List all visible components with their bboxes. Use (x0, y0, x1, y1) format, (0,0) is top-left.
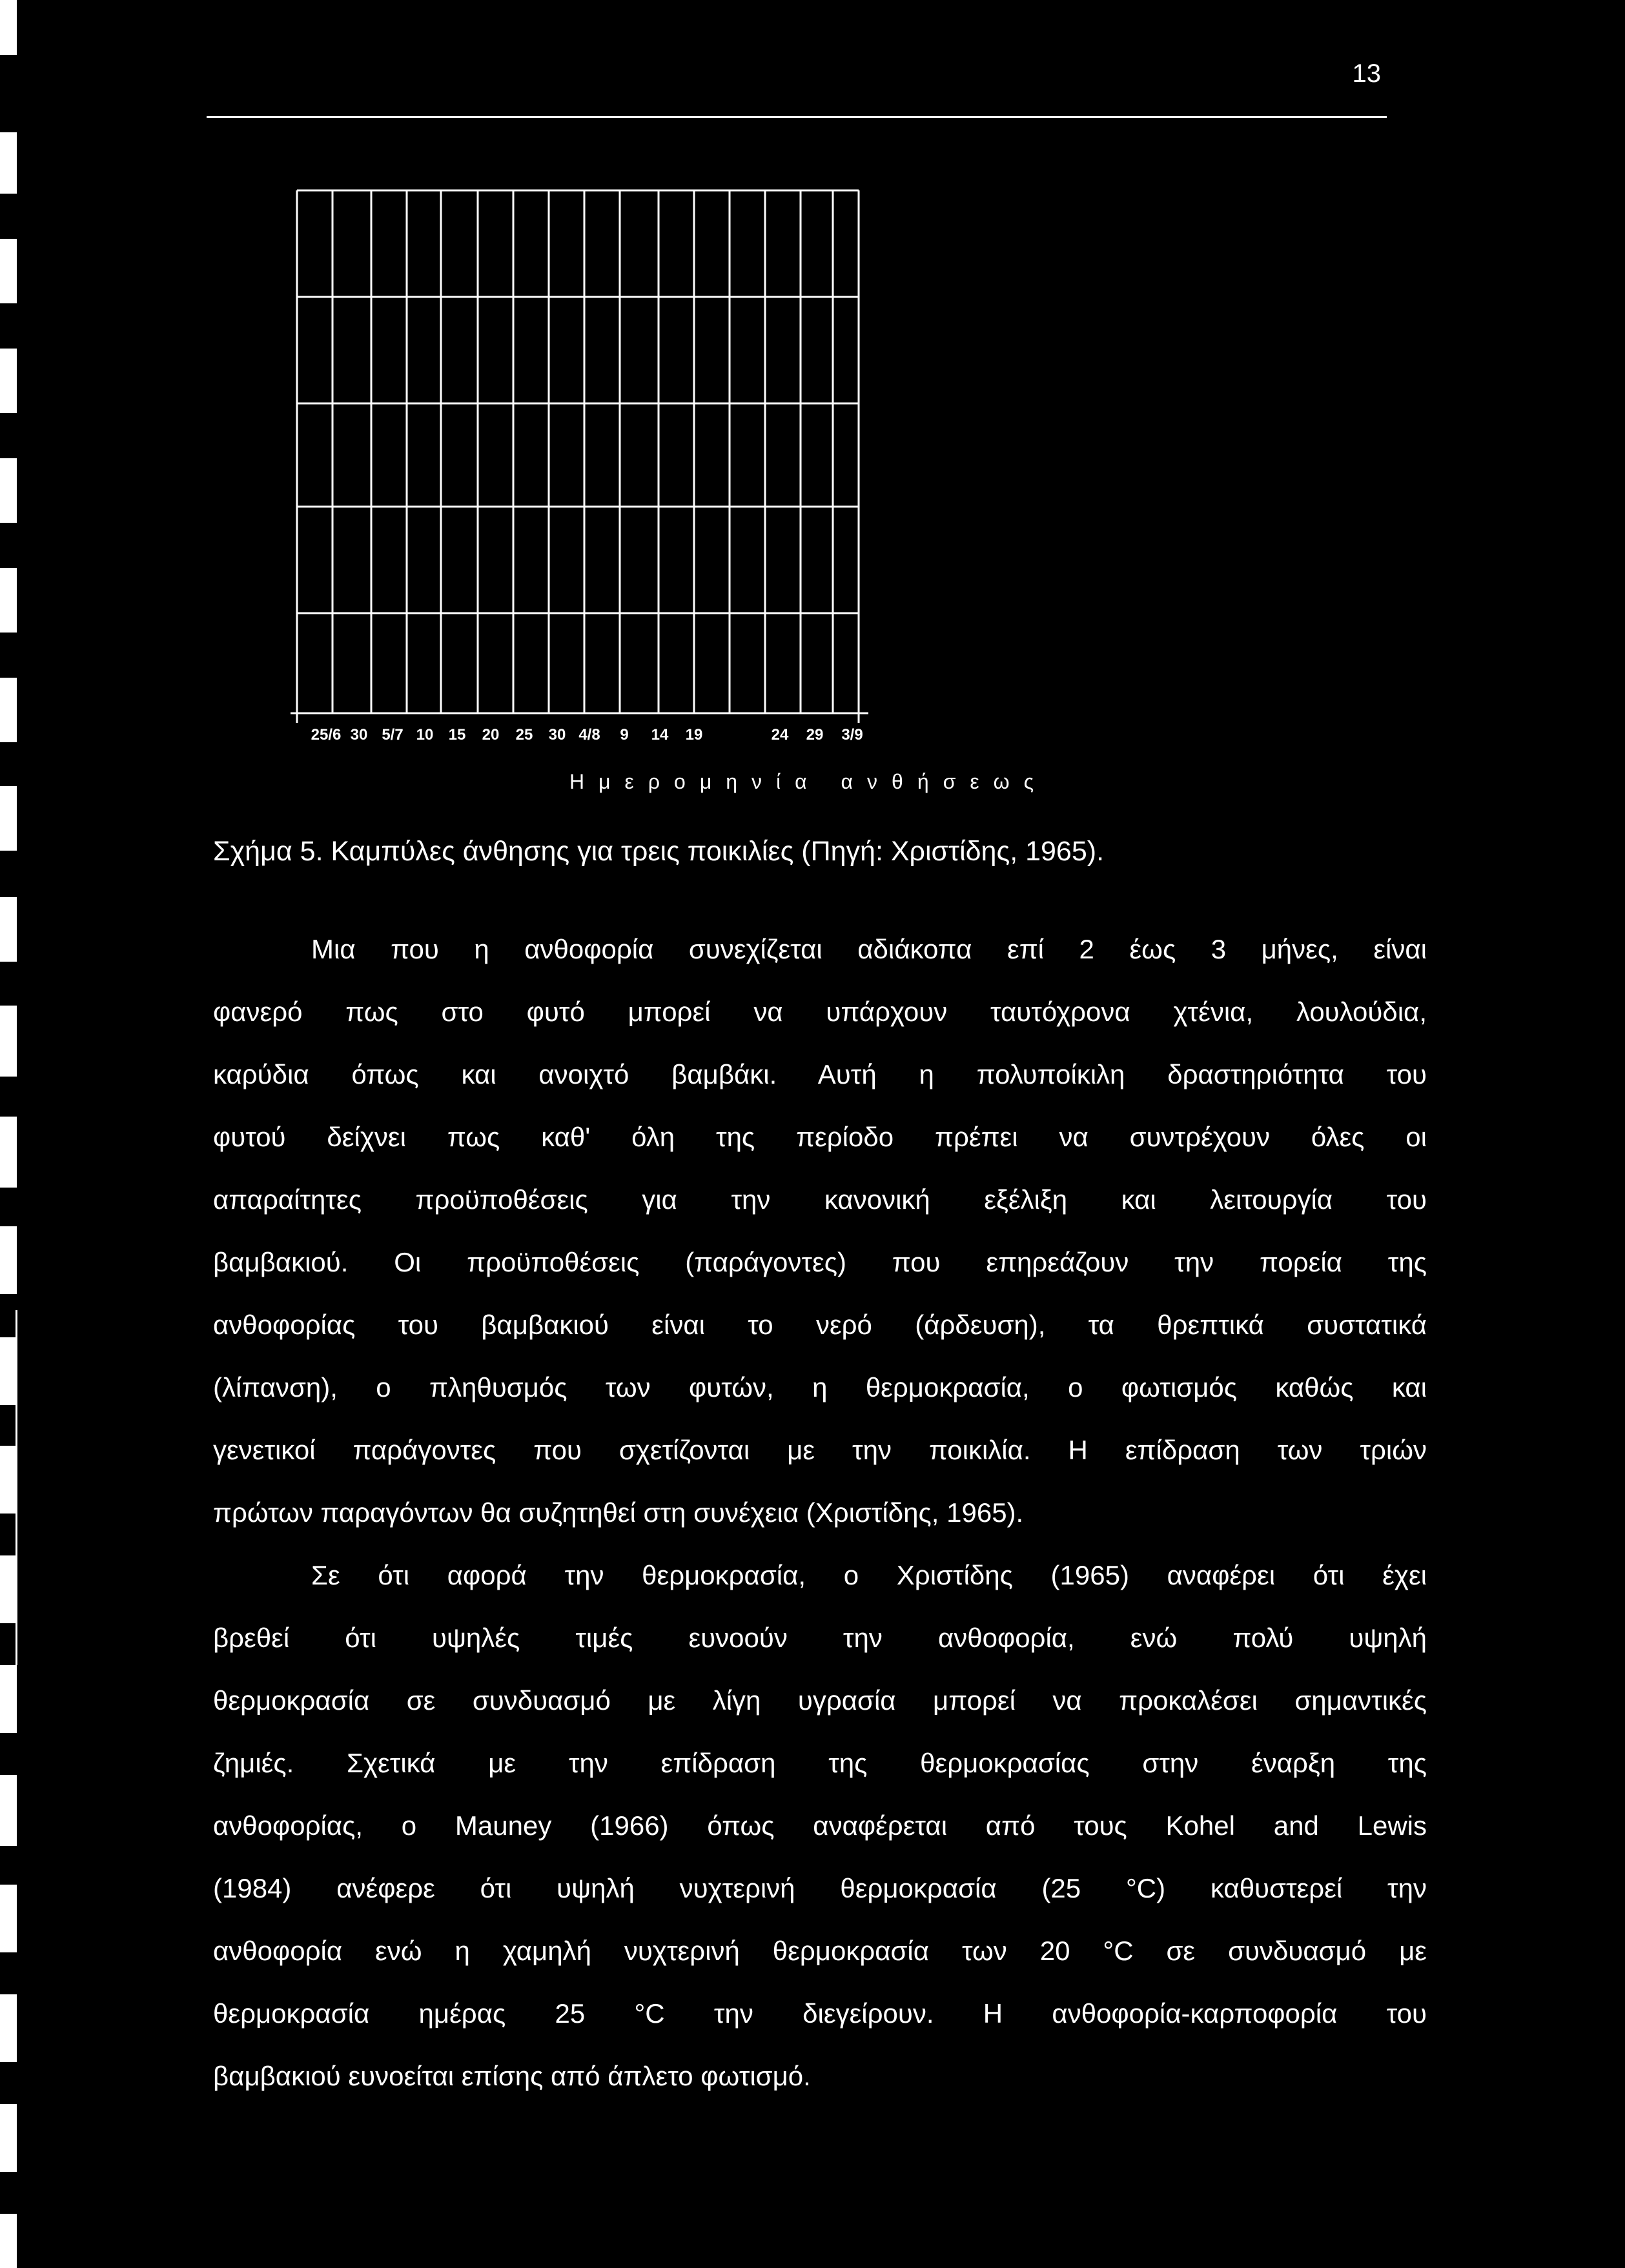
figure-caption: Σχήμα 5. Καμπύλες άνθησης για τρεις ποικιλίες (Πηγή: Χριστίδης, 1965). (213, 836, 1105, 867)
text-line: Μια που η ανθοφορία συνεχίζεται αδιάκοπα επί 2 έως 3 μήνες, είναι (311, 934, 1427, 964)
text-line: ανθοφορία ενώ η χαμηλή νυχτερινή θερμοκρασία των 20 °C σε συνδυασμό με (213, 1936, 1427, 1966)
text-line: πρώτων παραγόντων θα συζητηθεί στη συνέχεια (Χριστίδης, 1965). (213, 1497, 1024, 1528)
figure-5 (284, 174, 897, 794)
text-line: φυτού δείχνει πως καθ' όλη της περίοδο πρέπει να συντρέχουν όλες οι (213, 1122, 1427, 1152)
text-line: βαμβακιού. Οι προϋποθέσεις (παράγοντες) που επηρεάζουν την πορεία της (213, 1247, 1427, 1277)
x-tick: 14 (651, 726, 669, 744)
text-line: ζημιές. Σχετικά με την επίδραση της θερμοκρασίας στην έναρξη της (213, 1748, 1427, 1778)
paragraph-1 (213, 918, 1427, 1544)
header-rule (207, 116, 1387, 118)
x-axis-title: Ημερομηνία ανθήσεως (569, 770, 1048, 793)
text-line: βρεθεί ότι υψηλές τιμές ευνοούν την ανθοφορία, ενώ πολύ υψηλή (213, 1623, 1427, 1653)
x-tick: 20 (482, 726, 500, 744)
x-tick: 9 (620, 726, 629, 744)
x-tick: 30 (548, 726, 566, 744)
text-line: ανθοφορίας του βαμβακιού είναι το νερό (άρδευση), τα θρεπτικά συστατικά (213, 1310, 1427, 1340)
text-line: γενετικοί παράγοντες που σχετίζονται με την ποικιλία. Η επίδραση των τριών (213, 1435, 1427, 1465)
x-tick: 25 (515, 726, 533, 744)
x-tick: 24 (771, 726, 789, 744)
text-line: βαμβακιού ευνοείται επίσης από άπλετο φωτισμό. (213, 2061, 811, 2091)
x-tick: 29 (806, 726, 824, 744)
x-tick: 4/8 (578, 726, 600, 744)
text-line: φανερό πως στο φυτό μπορεί να υπάρχουν ταυτόχρονα χτένια, λουλούδια, (213, 997, 1427, 1027)
text-line: καρύδια όπως και ανοιχτό βαμβάκι. Αυτή η πολυποίκιλη δραστηριότητα του (213, 1059, 1427, 1089)
text-line: (λίπανση), ο πληθυσμός των φυτών, η θερμοκρασία, ο φωτισμός καθώς και (213, 1372, 1427, 1402)
text-line: θερμοκρασία ημέρας 25 °C την διεγείρουν. Η ανθοφορία-καρποφορία του (213, 1998, 1427, 2029)
text-line: απαραίτητες προϋποθέσεις για την κανονική εξέλιξη και λειτουργία του (213, 1184, 1427, 1215)
text-line: θερμοκρασία σε συνδυασμό με λίγη υγρασία μπορεί να προκαλέσει σημαντικές (213, 1685, 1427, 1716)
page-number: 13 (1352, 59, 1381, 88)
x-tick: 10 (416, 726, 434, 744)
paragraph-2 (213, 1544, 1427, 2107)
x-tick: 19 (685, 726, 703, 744)
text-line: (1984) ανέφερε ότι υψηλή νυχτερινή θερμοκρασία (25 °C) καθυστερεί την (213, 1873, 1427, 1903)
x-tick: 30 (350, 726, 368, 744)
text-line: Σε ότι αφορά την θερμοκρασία, ο Χριστίδης (1965) αναφέρει ότι έχει (311, 1560, 1427, 1590)
x-tick: 25/6 (311, 726, 342, 744)
text-line: ανθοφορίας, ο Mauney (1966) όπως αναφέρεται από τους Kohel and Lewis (213, 1810, 1427, 1841)
x-tick: 3/9 (841, 726, 863, 744)
x-axis-ticks (0, 726, 917, 752)
x-tick: 15 (448, 726, 466, 744)
flowering-curves-graph (284, 174, 897, 723)
x-tick: 5/7 (382, 726, 404, 744)
